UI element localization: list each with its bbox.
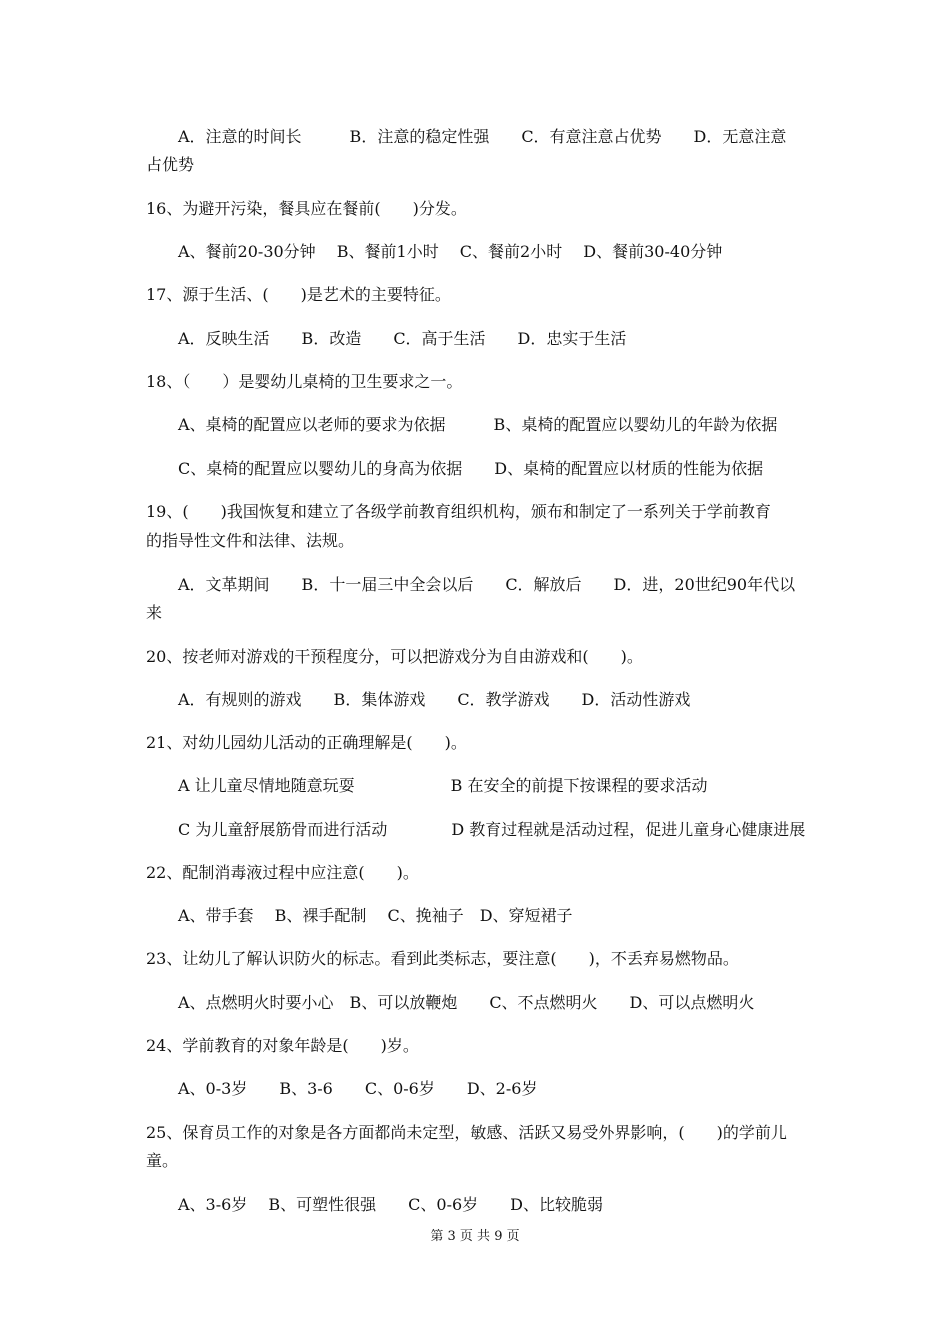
question-25-options: A、3-6岁 B、可塑性很强 C、0-6岁 D、比较脆弱: [178, 1195, 604, 1214]
question-20: 20、按老师对游戏的干预程度分，可以把游戏分为自由游戏和( )。: [146, 647, 643, 666]
question-25-continued: 童。: [146, 1151, 179, 1170]
question-21: 21、对幼儿园幼儿活动的正确理解是( )。: [146, 733, 467, 752]
question-23: 23、让幼儿了解认识防火的标志。看到此类标志，要注意( )，不丢弃易燃物品。: [146, 949, 739, 968]
question-22-options: A、带手套 B、裸手配制 C、挽袖子 D、穿短裙子: [178, 906, 573, 925]
question-19: 19、( )我国恢复和建立了各级学前教育组织机构，颁布和制定了一系列关于学前教育: [146, 502, 771, 521]
question-16: 16、为避开污染，餐具应在餐前( )分发。: [146, 199, 467, 218]
question-16-options: A、餐前20-30分钟 B、餐前1小时 C、餐前2小时 D、餐前30-40分钟: [178, 242, 723, 261]
question-25: 25、保育员工作的对象是各方面都尚未定型，敏感、活跃又易受外界影响，( )的学前儿: [146, 1123, 787, 1142]
question-18-options-cd: C、桌椅的配置应以婴幼儿的身高为依据 D、桌椅的配置应以材质的性能为依据: [178, 459, 764, 478]
question-18: 18、（ ）是婴幼儿桌椅的卫生要求之一。: [146, 372, 463, 391]
question-22: 22、配制消毒液过程中应注意( )。: [146, 863, 419, 882]
page-footer: 第 3 页 共 9 页: [430, 1229, 520, 1244]
question-19-continued: 的指导性文件和法律、法规。: [146, 531, 355, 550]
question-21-options-ab: A 让儿童尽情地随意玩耍 B 在安全的前提下按课程的要求活动: [178, 776, 708, 795]
question-19-options-continued: 来: [146, 603, 163, 622]
question-18-options-ab: A、桌椅的配置应以老师的要求为依据 B、桌椅的配置应以婴幼儿的年龄为依据: [178, 415, 778, 434]
question-15-options: A．注意的时间长 B．注意的稳定性强 C．有意注意占优势 D．无意注意: [178, 127, 787, 146]
question-17: 17、源于生活、( )是艺术的主要特征。: [146, 285, 451, 304]
question-23-options: A、点燃明火时要小心 B、可以放鞭炮 C、不点燃明火 D、可以点燃明火: [178, 993, 755, 1012]
question-24-options: A、0-3岁 B、3-6 C、0-6岁 D、2-6岁: [178, 1079, 538, 1098]
question-19-options: A．文革期间 B．十一届三中全会以后 C．解放后 D．进，20世纪90年代以: [178, 575, 796, 594]
question-24: 24、学前教育的对象年龄是( )岁。: [146, 1036, 419, 1055]
question-21-options-cd: C 为儿童舒展筋骨而进行活动 D 教育过程就是活动过程，促进儿童身心健康进展: [178, 820, 806, 839]
question-15-options-continued: 占优势: [146, 155, 195, 174]
question-17-options: A．反映生活 B．改造 C．高于生活 D．忠实于生活: [178, 329, 627, 348]
question-20-options: A．有规则的游戏 B．集体游戏 C．教学游戏 D．活动性游戏: [178, 690, 691, 709]
